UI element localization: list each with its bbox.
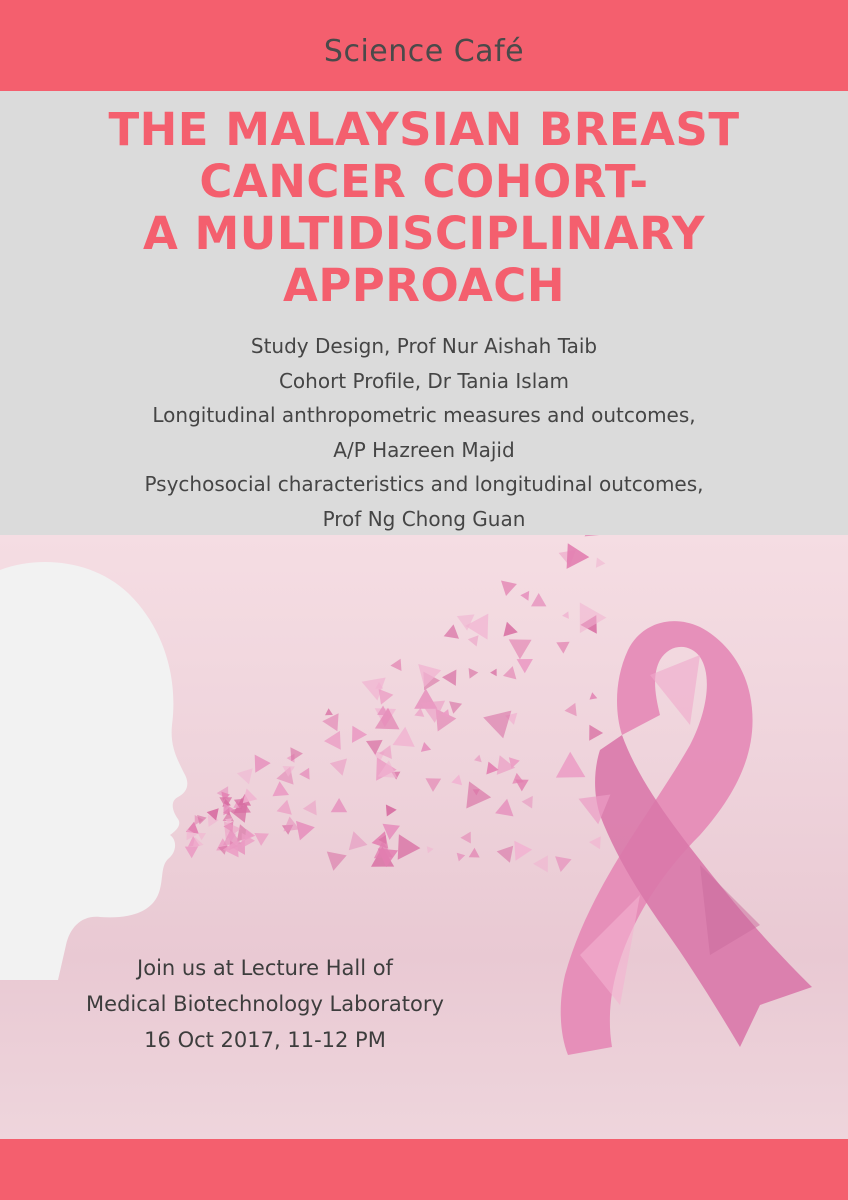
triangle-particle bbox=[514, 841, 532, 861]
title-line: CANCER COHORT- bbox=[199, 155, 649, 208]
triangle-particle bbox=[386, 805, 397, 817]
triangle-particle bbox=[197, 815, 207, 825]
triangle-particle bbox=[497, 846, 514, 863]
triangle-particle bbox=[531, 593, 546, 606]
triangle-particle bbox=[327, 852, 347, 871]
event-line: 16 Oct 2017, 11-12 PM bbox=[144, 1028, 386, 1052]
event-series-label: Science Café bbox=[323, 34, 525, 69]
poster-title bbox=[0, 104, 848, 312]
title-line: THE MALAYSIAN BREAST bbox=[108, 103, 740, 156]
triangle-particle bbox=[486, 762, 498, 775]
triangle-particle bbox=[243, 789, 258, 804]
triangle-particle bbox=[349, 831, 368, 850]
event-line: Join us at Lecture Hall of bbox=[137, 956, 393, 980]
triangle-particle bbox=[503, 622, 517, 637]
triangle-particle bbox=[585, 535, 614, 536]
triangle-particle bbox=[449, 701, 462, 714]
triangle-particle bbox=[324, 731, 341, 750]
triangle-particle bbox=[273, 781, 290, 796]
triangle-particle bbox=[501, 581, 517, 597]
triangle-particle bbox=[520, 591, 529, 601]
triangle-particle bbox=[325, 708, 333, 715]
triangle-particle bbox=[522, 796, 533, 809]
speaker-line: Longitudinal anthropometric measures and outcomes, bbox=[152, 403, 696, 427]
triangle-particle bbox=[299, 768, 309, 780]
top-band bbox=[0, 0, 848, 91]
speaker-line: Psychosocial characteristics and longitudinal outcomes, bbox=[144, 472, 704, 496]
triangle-particle bbox=[590, 692, 598, 699]
speaker-line: Cohort Profile, Dr Tania Islam bbox=[278, 368, 570, 393]
triangle-particle bbox=[556, 642, 569, 654]
triangle-particle bbox=[185, 846, 198, 858]
title-line: A MULTIDISCIPLINARY bbox=[143, 207, 705, 260]
triangle-particle bbox=[460, 832, 471, 844]
triangle-particle bbox=[589, 836, 601, 849]
triangle-particle bbox=[555, 856, 572, 872]
triangle-particle bbox=[198, 833, 206, 841]
title-line: APPROACH bbox=[283, 259, 565, 312]
triangle-particle bbox=[533, 855, 548, 872]
triangle-particle bbox=[255, 755, 271, 773]
triangle-particle bbox=[483, 711, 511, 739]
event-line: Medical Biotechnology Laboratory bbox=[86, 992, 444, 1016]
triangle-particle bbox=[393, 727, 415, 747]
speaker-line: A/P Hazreen Majid bbox=[333, 437, 515, 462]
triangle-particle bbox=[565, 703, 577, 716]
triangle-particle bbox=[457, 853, 466, 862]
triangle-particle bbox=[254, 833, 269, 846]
triangle-particle bbox=[421, 742, 431, 752]
triangle-particle bbox=[495, 799, 513, 817]
triangle-particle bbox=[596, 558, 605, 568]
triangle-particle bbox=[509, 639, 532, 659]
speaker-line: Prof Ng Chong Guan bbox=[322, 506, 526, 531]
triangle-particle bbox=[442, 670, 456, 686]
speaker-list bbox=[0, 329, 848, 536]
triangle-particle bbox=[390, 659, 401, 671]
triangle-particle bbox=[503, 666, 516, 679]
triangle-particle bbox=[322, 713, 338, 731]
triangle-particle bbox=[589, 725, 603, 741]
triangle-particles bbox=[185, 535, 614, 872]
triangle-particle bbox=[468, 635, 479, 646]
triangle-particle bbox=[474, 755, 482, 763]
triangle-particle bbox=[490, 669, 497, 677]
triangle-particle bbox=[469, 848, 480, 858]
triangle-particle bbox=[414, 708, 424, 717]
triangle-particle bbox=[296, 821, 315, 841]
triangle-particle bbox=[352, 726, 367, 743]
event-details bbox=[0, 950, 530, 1058]
triangle-particle bbox=[451, 775, 462, 786]
triangle-particle bbox=[277, 800, 292, 815]
triangle-particle bbox=[426, 778, 442, 792]
triangle-particle bbox=[562, 611, 569, 619]
triangle-particle bbox=[512, 773, 524, 784]
triangle-particle bbox=[398, 834, 421, 860]
triangle-particle bbox=[567, 543, 590, 569]
triangle-particle bbox=[556, 752, 586, 778]
triangle-particle bbox=[331, 798, 348, 812]
triangle-particle bbox=[469, 668, 479, 679]
triangle-particle bbox=[330, 759, 347, 776]
triangle-particle bbox=[303, 800, 317, 815]
triangle-particle bbox=[444, 624, 459, 638]
triangle-particle bbox=[379, 689, 394, 705]
triangle-particle bbox=[237, 768, 253, 784]
bottom-band bbox=[0, 1139, 848, 1200]
triangle-particle bbox=[466, 781, 491, 808]
triangle-particle bbox=[290, 747, 303, 761]
speaker-line: Study Design, Prof Nur Aishah Taib bbox=[250, 334, 598, 358]
triangle-particle bbox=[517, 659, 533, 673]
triangle-particle bbox=[427, 846, 434, 853]
head-silhouette-icon bbox=[0, 562, 187, 980]
